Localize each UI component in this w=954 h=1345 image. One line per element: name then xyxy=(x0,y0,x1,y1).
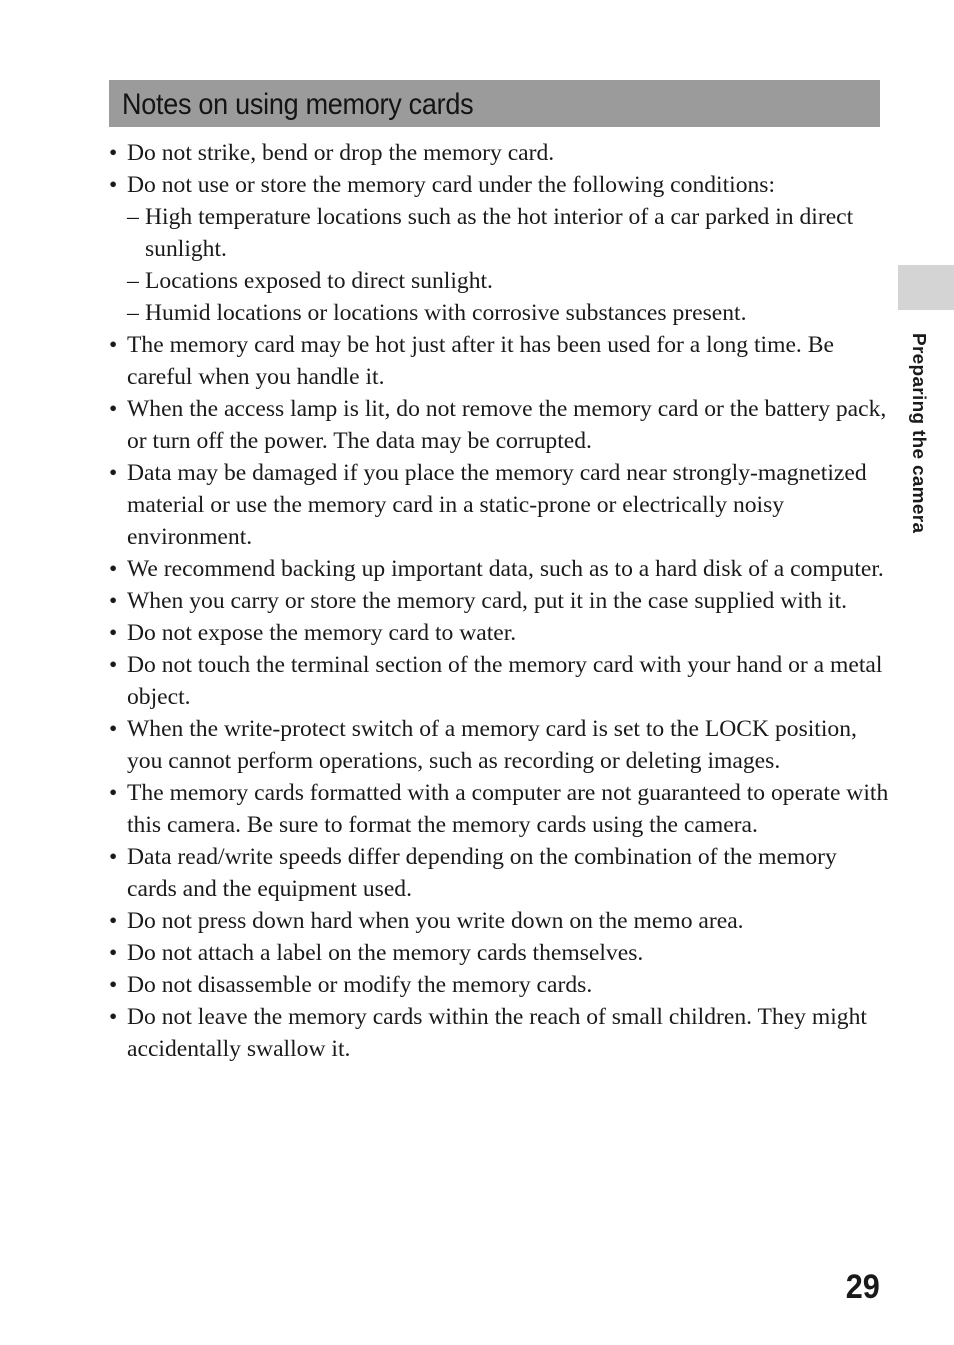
note-item xyxy=(109,777,889,841)
note-item xyxy=(109,137,889,169)
sub-note-item xyxy=(127,297,889,329)
note-item xyxy=(109,905,889,937)
note-text: Do not touch the terminal section of the memory card with your hand or a metal object. xyxy=(127,652,883,710)
note-text: Do not use or store the memory card under the following conditions: xyxy=(127,172,776,198)
chapter-tab-marker xyxy=(898,265,954,310)
note-item xyxy=(109,169,889,329)
sub-notes-list xyxy=(127,201,889,329)
note-text: The memory card may be hot just after it has been used for a long time. Be careful when you handle it. xyxy=(127,332,834,390)
page-number: 29 xyxy=(845,1268,880,1306)
note-text: When the write-protect switch of a memory card is set to the LOCK position, you cannot perform operations, such as recording or deleting images. xyxy=(127,716,857,774)
note-text: When the access lamp is lit, do not remove the memory card or the battery pack, or turn off the power. The data may be corrupted. xyxy=(127,396,887,454)
note-item xyxy=(109,969,889,1001)
note-text: When you carry or store the memory card, put it in the case supplied with it. xyxy=(127,588,848,614)
note-text: We recommend backing up important data, such as to a hard disk of a computer. xyxy=(127,556,884,582)
note-item xyxy=(109,457,889,553)
note-item xyxy=(109,329,889,393)
section-title: Notes on using memory cards xyxy=(122,87,474,121)
note-text: Data may be damaged if you place the memory card near strongly-magnetized material or use the memory card in a static-prone or electrically noisy environment. xyxy=(127,460,867,550)
note-text: Do not strike, bend or drop the memory card. xyxy=(127,140,555,166)
note-text: Do not expose the memory card to water. xyxy=(127,620,517,646)
note-item xyxy=(109,937,889,969)
note-text: Do not attach a label on the memory cards themselves. xyxy=(127,940,644,966)
notes-list xyxy=(109,137,889,1065)
note-item xyxy=(109,393,889,457)
chapter-tab-label: Preparing the camera xyxy=(908,333,929,534)
note-item xyxy=(109,649,889,713)
note-item xyxy=(109,585,889,617)
sub-note-item xyxy=(127,265,889,297)
note-text: Data read/write speeds differ depending on the combination of the memory cards and the equipment used. xyxy=(127,844,837,902)
note-item xyxy=(109,617,889,649)
sub-note-text: Locations exposed to direct sunlight. xyxy=(145,268,493,294)
sub-note-item xyxy=(127,201,889,265)
note-item xyxy=(109,841,889,905)
section-header xyxy=(109,80,880,127)
note-text: Do not disassemble or modify the memory cards. xyxy=(127,972,593,998)
note-text: Do not press down hard when you write down on the memo area. xyxy=(127,908,744,934)
sub-note-text: High temperature locations such as the hot interior of a car parked in direct sunlight. xyxy=(145,204,854,262)
note-item xyxy=(109,553,889,585)
note-item xyxy=(109,1001,889,1065)
note-text: The memory cards formatted with a computer are not guaranteed to operate with this camera. Be sure to format the memory cards using the camera. xyxy=(127,780,889,838)
sub-note-text: Humid locations or locations with corrosive substances present. xyxy=(145,300,747,326)
note-text: Do not leave the memory cards within the reach of small children. They might accidentally swallow it. xyxy=(127,1004,867,1062)
note-item xyxy=(109,713,889,777)
